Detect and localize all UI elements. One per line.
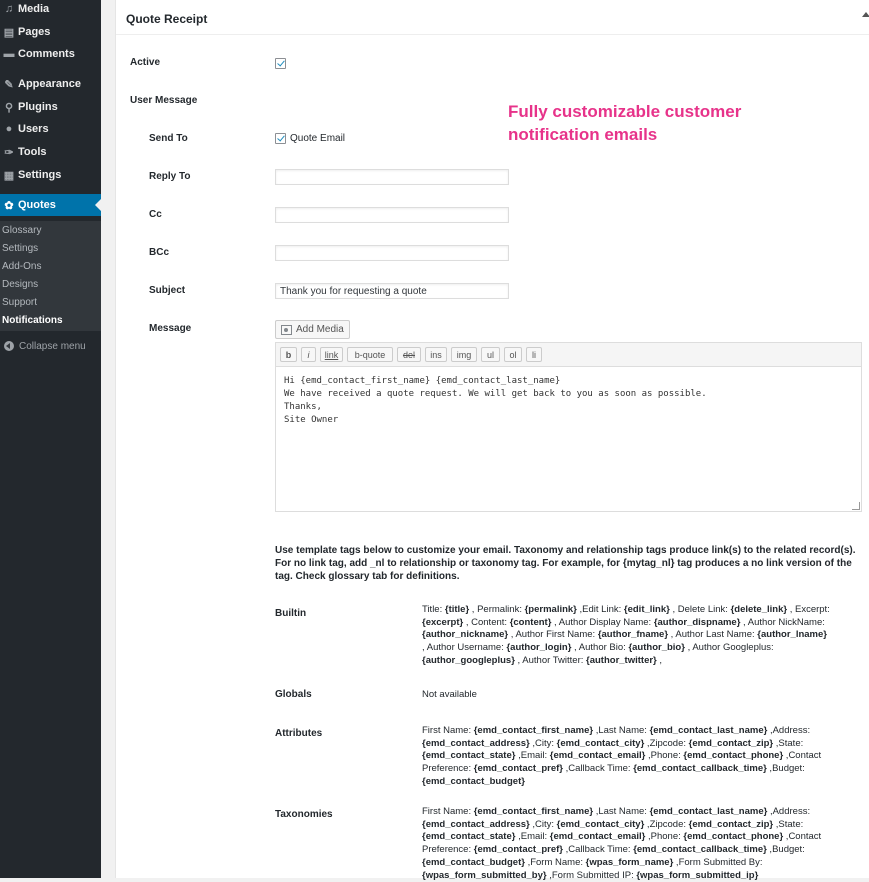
template-tag: {emd_contact_phone} xyxy=(683,750,784,762)
collapse-label: Collapse menu xyxy=(19,340,86,352)
promo-annotation xyxy=(508,100,741,146)
template-tag: {author_fname} xyxy=(597,629,669,641)
tag-caption: , Permalink: xyxy=(469,604,525,615)
sidebar-item-label: Tools xyxy=(18,146,47,158)
tag-caption: Not available xyxy=(422,689,477,700)
bcc-label: BCc xyxy=(149,247,170,258)
submenu-item-add-ons[interactable]: Add-Ons xyxy=(2,261,42,272)
tag-caption: ,City: xyxy=(529,737,557,749)
tag-caption: ,State: xyxy=(773,818,804,830)
template-tag: {emd_contact_phone} xyxy=(683,831,784,843)
template-tag: {emd_contact_callback_time} xyxy=(633,844,767,856)
submenu-item-notifications[interactable]: Notifications xyxy=(2,315,63,326)
promo-line-2: notification emails xyxy=(508,125,658,144)
tag-caption: , Author Googleplus: xyxy=(684,642,774,654)
sidebar-item-label: Comments xyxy=(18,48,75,60)
blockquote-button[interactable]: b-quote xyxy=(347,347,393,362)
li-button[interactable]: li xyxy=(526,347,542,362)
subject-input[interactable] xyxy=(275,283,509,299)
template-tag: {author_bio} xyxy=(628,642,685,654)
ol-button[interactable]: ol xyxy=(504,347,522,362)
active-checkbox[interactable] xyxy=(275,58,286,69)
promo-line-1: Fully customizable customer xyxy=(508,102,742,121)
quote-receipt-panel xyxy=(115,0,869,881)
sidebar-item-media[interactable] xyxy=(0,0,101,20)
tools-icon: ✑ xyxy=(4,146,14,159)
tag-caption: ,Address: xyxy=(767,806,811,817)
tag-caption: ,Phone: xyxy=(645,750,684,762)
submenu-item-designs[interactable]: Designs xyxy=(2,279,39,290)
template-tag: {emd_contact_city} xyxy=(556,737,645,749)
send-to-label: Send To xyxy=(149,133,188,144)
tag-caption: ,Edit Link: xyxy=(576,604,624,615)
sidebar-item-label: Settings xyxy=(18,169,62,181)
template-tag: {emd_contact_city} xyxy=(556,818,645,830)
tag-caption: , Author NickName: xyxy=(740,616,825,628)
template-tag: {emd_contact_budget} xyxy=(422,856,525,868)
template-tag: {author_lname} xyxy=(757,629,827,641)
template-tag: {emd_contact_zip} xyxy=(688,818,774,830)
template-tag: {emd_contact_last_name} xyxy=(649,806,768,817)
template-tag: {emd_contact_zip} xyxy=(688,737,774,749)
template-tag: {wpas_form_name} xyxy=(585,856,674,868)
template-tag: {emd_contact_state} xyxy=(422,750,516,762)
current-menu-arrow xyxy=(95,199,101,211)
tag-caption: ,State: xyxy=(773,737,804,749)
sidebar-item-settings[interactable] xyxy=(0,164,101,186)
sidebar-item-users[interactable] xyxy=(0,118,101,140)
resize-handle-icon[interactable] xyxy=(852,502,860,510)
tag-caption: ,Address: xyxy=(767,725,811,736)
tag-caption: , Content: xyxy=(463,616,510,628)
sidebar-item-label: Appearance xyxy=(18,78,81,90)
sidebar-item-appearance[interactable] xyxy=(0,73,101,95)
template-tag: {emd_contact_last_name} xyxy=(649,725,768,736)
tag-caption: First Name: xyxy=(422,806,474,817)
template-tag: {title} xyxy=(444,604,470,615)
tag-caption: ,Email: xyxy=(515,831,550,843)
template-tag: {author_googleplus} xyxy=(422,654,515,666)
quotes-icon: ✿ xyxy=(4,199,14,212)
submenu-item-glossary[interactable]: Glossary xyxy=(2,225,42,236)
template-tag: {emd_contact_first_name} xyxy=(473,725,594,736)
template-tag: {emd_contact_first_name} xyxy=(473,806,594,817)
tag-caption: ,Contact Preference: xyxy=(422,750,822,775)
bcc-input[interactable] xyxy=(275,245,509,261)
collapse-icon xyxy=(4,341,14,351)
tag-caption: , Author Last Name: xyxy=(668,629,758,641)
taxonomies-label: Taxonomies xyxy=(275,809,333,820)
cc-input[interactable] xyxy=(275,207,509,223)
tag-caption: , Author Username: xyxy=(422,642,507,654)
sidebar-item-pages[interactable] xyxy=(0,21,101,43)
globals-tags xyxy=(422,689,832,702)
plugins-icon: ⚲ xyxy=(4,101,14,114)
template-tag: {emd_contact_pref} xyxy=(473,763,563,775)
panel-title: Quote Receipt xyxy=(126,12,208,26)
tag-caption: ,Form Submitted IP: xyxy=(546,869,637,881)
tag-caption: ,Form Name: xyxy=(524,856,586,868)
sidebar-item-label: Users xyxy=(18,123,49,135)
tag-caption: , Author First Name: xyxy=(508,629,598,641)
panel-header[interactable] xyxy=(116,0,869,35)
sidebar-item-tools[interactable] xyxy=(0,141,101,163)
comments-icon: ▬ xyxy=(3,48,15,60)
sidebar-item-label: Media xyxy=(18,3,50,15)
template-tag: {edit_link} xyxy=(623,604,670,615)
quote-email-label: Quote Email xyxy=(290,133,346,144)
template-tag: {wpas_form_submitted_ip} xyxy=(636,869,759,881)
collapse-panel-icon[interactable] xyxy=(862,12,869,17)
sidebar-item-plugins[interactable] xyxy=(0,96,101,118)
bold-button[interactable]: b xyxy=(280,347,297,362)
attributes-label: Attributes xyxy=(275,728,323,739)
attributes-tags xyxy=(422,725,832,789)
media-icon: ♫ xyxy=(4,3,14,15)
tag-caption: ,Callback Time: xyxy=(562,844,634,856)
template-tag: {emd_contact_state} xyxy=(422,831,516,843)
img-button[interactable]: img xyxy=(451,347,477,362)
settings-icon: ▦ xyxy=(3,169,15,182)
tag-caption: ,Budget: xyxy=(766,844,805,856)
reply-to-label: Reply To xyxy=(149,171,191,182)
tag-caption: Title: xyxy=(422,604,445,615)
template-tag: {content} xyxy=(509,616,552,628)
link-button[interactable]: link xyxy=(320,347,343,362)
template-tags-intro: Use template tags below to customize your email. Taxonomy and relationship tags produce link(s) to the related record(s). For no link tag, add _nl to relationship or taxonomy tag. For example, for {mytag_nl} tag produces a no link version of the tag. Check glossary tab for definitions. xyxy=(275,545,856,582)
user-message-label: User Message xyxy=(130,95,198,106)
sidebar-item-quotes[interactable] xyxy=(0,194,101,216)
template-tag: {permalink} xyxy=(524,604,577,615)
template-tag: {author_login} xyxy=(506,642,572,654)
tag-caption: ,Zipcode: xyxy=(644,737,689,749)
editor-toolbar xyxy=(276,343,861,367)
template-tag: {emd_contact_email} xyxy=(549,750,646,762)
italic-button[interactable]: i xyxy=(301,347,316,362)
template-tag: {author_twitter} xyxy=(586,654,657,666)
tag-caption: ,Contact Preference: xyxy=(422,831,822,856)
users-icon: ● xyxy=(5,123,13,135)
reply-to-input[interactable] xyxy=(275,169,509,185)
sidebar-item-label: Plugins xyxy=(18,101,58,113)
sidebar-item-label: Quotes xyxy=(18,199,56,211)
template-tag: {emd_contact_email} xyxy=(549,831,646,843)
tag-caption: ,Budget: xyxy=(766,763,805,775)
cc-label: Cc xyxy=(149,209,162,220)
template-tag: {emd_contact_address} xyxy=(422,818,530,830)
ins-button[interactable]: ins xyxy=(425,347,447,362)
tag-caption: , Author Display Name: xyxy=(551,616,654,628)
template-tag: {emd_contact_address} xyxy=(422,737,530,749)
tag-caption: ,Phone: xyxy=(645,831,684,843)
tag-caption: ,City: xyxy=(529,818,557,830)
tag-caption: ,Form Submitted By: xyxy=(673,856,763,868)
tag-caption: , Delete Link: xyxy=(669,604,731,615)
builtin-label: Builtin xyxy=(275,608,307,619)
template-tag: {emd_contact_budget} xyxy=(422,775,525,787)
del-button[interactable]: del xyxy=(397,347,421,362)
tag-caption: ,Email: xyxy=(515,750,550,762)
message-editor xyxy=(275,342,862,512)
appearance-icon: ✎ xyxy=(4,78,14,91)
message-label: Message xyxy=(149,323,192,334)
admin-sidebar xyxy=(0,0,101,878)
tag-caption: ,Callback Time: xyxy=(562,763,634,775)
template-tag: {wpas_form_submitted_by} xyxy=(422,869,547,881)
add-media-button[interactable] xyxy=(275,320,350,339)
tag-caption: , Author Twitter: xyxy=(514,654,587,666)
add-media-label: Add Media xyxy=(296,324,344,335)
sidebar-item-label: Pages xyxy=(18,26,51,38)
subject-label: Subject xyxy=(149,285,186,296)
template-tag: {delete_link} xyxy=(730,604,788,615)
add-media-icon xyxy=(281,325,292,335)
tag-caption: , xyxy=(656,654,663,666)
message-textarea[interactable]: Hi {emd_contact_first_name} {emd_contact_last_name} We have received a quote request. We will get back to you as soon as possible. Thanks, Site Owner xyxy=(284,376,707,425)
active-label: Active xyxy=(130,57,161,68)
taxonomies-tags xyxy=(422,806,832,882)
ul-button[interactable]: ul xyxy=(481,347,500,362)
template-tag: {emd_contact_pref} xyxy=(473,844,563,856)
submenu-item-support[interactable]: Support xyxy=(2,297,38,308)
tag-caption: ,Last Name: xyxy=(593,806,650,817)
globals-label: Globals xyxy=(275,689,312,700)
tag-caption: First Name: xyxy=(422,725,474,736)
template-tag: {emd_contact_callback_time} xyxy=(633,763,767,775)
tag-caption: , Excerpt: xyxy=(787,604,830,615)
template-tag: {author_nickname} xyxy=(422,629,509,641)
collapse-menu-button[interactable] xyxy=(0,338,86,354)
quote-email-checkbox[interactable] xyxy=(275,133,286,144)
pages-icon: ▤ xyxy=(3,26,15,39)
tag-caption: , Author Bio: xyxy=(571,642,629,654)
template-tag: {excerpt} xyxy=(422,616,464,628)
sidebar-item-comments[interactable] xyxy=(0,43,101,65)
builtin-tags xyxy=(422,604,832,668)
submenu-item-settings[interactable]: Settings xyxy=(2,243,39,254)
tag-caption: ,Last Name: xyxy=(593,725,650,736)
quotes-submenu xyxy=(0,221,101,331)
template-tag: {author_dispname} xyxy=(653,616,741,628)
tag-caption: ,Zipcode: xyxy=(644,818,689,830)
